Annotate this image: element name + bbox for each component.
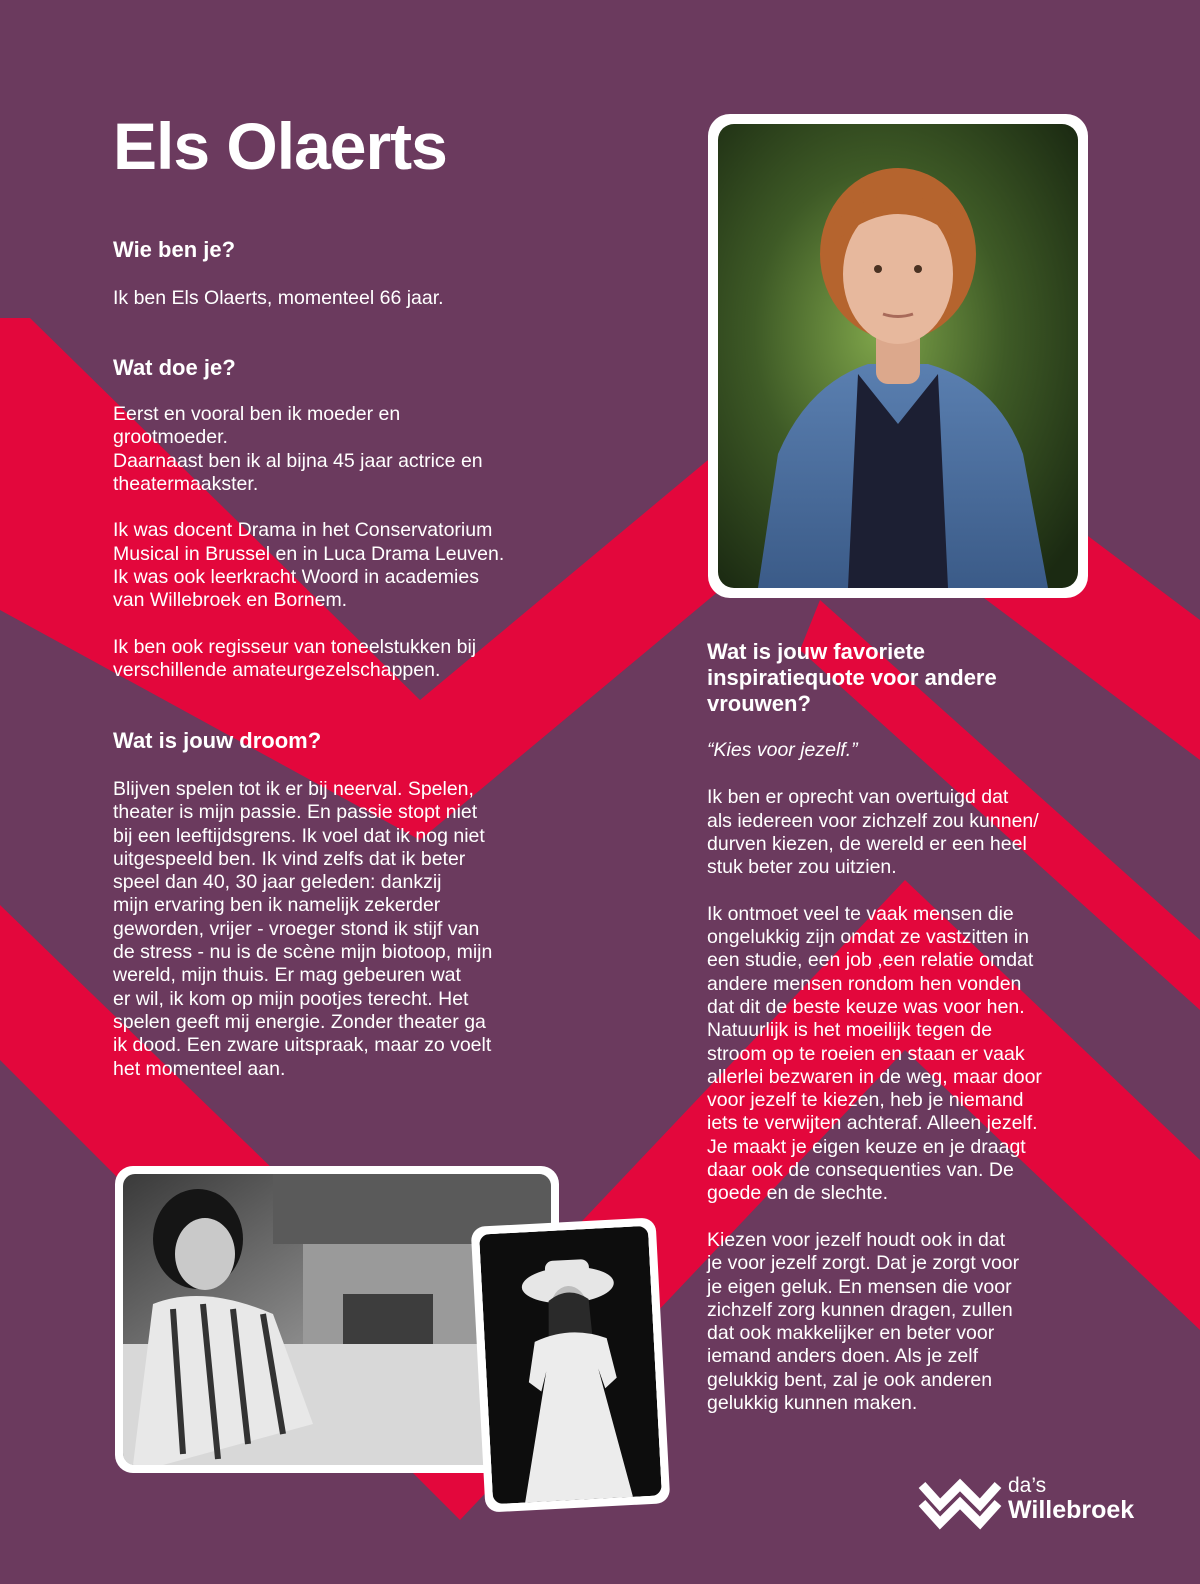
section-who-text: Ik ben Els Olaerts, momenteel 66 jaar. — [113, 287, 444, 309]
logo-text-small: da’s — [1008, 1474, 1047, 1497]
portrait-photo-frame — [708, 114, 1088, 598]
section-dream — [113, 728, 573, 1081]
vintage-photo-dress — [479, 1226, 662, 1504]
section-dream-text: Blijven spelen tot ik er bij neerval. Spelen, theater is mijn passie. En passie stopt niet bij een leeftijdsgrens. Ik voel dat ik nog niet uitgespeeld ben. Ik vind zelfs dat ik beter speel dan 40, 30 jaar geleden: dankzij mijn ervaring ben ik namelijk zekerder geworden, vrijer - vroeger stond ik stijf van de stress - nu is de scène mijn biotoop, mijn wereld, mijn thuis. Er mag gebeuren wat er wil, ik kom op mijn pootjes terecht. Het spelen geeft mij energie. Zonder theater ga ik dood. Een zware uitspraak, maar zo voelt het momenteel aan. — [113, 778, 493, 1080]
inspiration-quote: “Kies voor jezelf.” — [707, 739, 858, 761]
section-quote — [707, 639, 1127, 1415]
section-dream-heading: Wat is jouw droom? — [113, 728, 322, 753]
section-what-heading: Wat doe je? — [113, 355, 236, 380]
section-what-text: Eerst en vooral ben ik moeder en grootmoeder. Daarnaast ben ik al bijna 45 jaar actrice en theatermaakster. Ik was docent Drama in het Conservatorium Musical in Brussel en in Luca Drama Leuven. Ik was ook leerkracht Woord in academies van Willebroek en Bornem. Ik ben ook regisseur van toneelstukken bij verschillende amateurgezelschappen. — [113, 403, 505, 682]
section-what — [113, 355, 573, 683]
vintage-photo-dress-frame — [471, 1217, 671, 1512]
section-quote-heading: Wat is jouw favoriete inspiratiequote voor andere vrouwen? — [707, 639, 997, 716]
willebroek-w-logo-icon — [918, 1475, 1002, 1535]
section-quote-text: Ik ben er oprecht van overtuigd dat als iedereen voor zichzelf zou kunnen/ durven kiezen, de wereld er een heel stuk beter zou uitzien. Ik ontmoet veel te vaak mensen die ongelukkig zijn omdat ze vastzitten in een studie, een job ,een relatie omdat andere mensen rondom hen vonden dat dit de beste keuze was voor hen. Natuurlijk is het moeilijk tegen de stroom op te roeien en staan er vaak allerlei bezwaren in de weg, maar door voor jezelf te kiezen, heb je niemand iets te verwijten achteraf. Alleen jezelf. Je maakt je eigen keuze en je draagt daar ook de consequenties van. De goede en de slechte. Kiezen voor jezelf houdt ook in dat je voor jezelf zorgt. Dat je zorgt voor je eigen geluk. En mensen die voor zichzelf zorg kunnen dragen, zullen dat ook makkelijker en beter voor iemand anders doen. Als je zelf gelukkig bent, zal je ook anderen gelukkig kunnen maken. — [707, 786, 1042, 1415]
section-who-heading: Wie ben je? — [113, 237, 236, 262]
section-who — [113, 237, 573, 310]
logo-text-big: Willebroek — [1008, 1496, 1135, 1524]
das-willebroek-logo — [918, 1475, 1158, 1535]
person-name: Els Olaerts — [113, 109, 447, 183]
portrait-photo — [718, 124, 1078, 588]
